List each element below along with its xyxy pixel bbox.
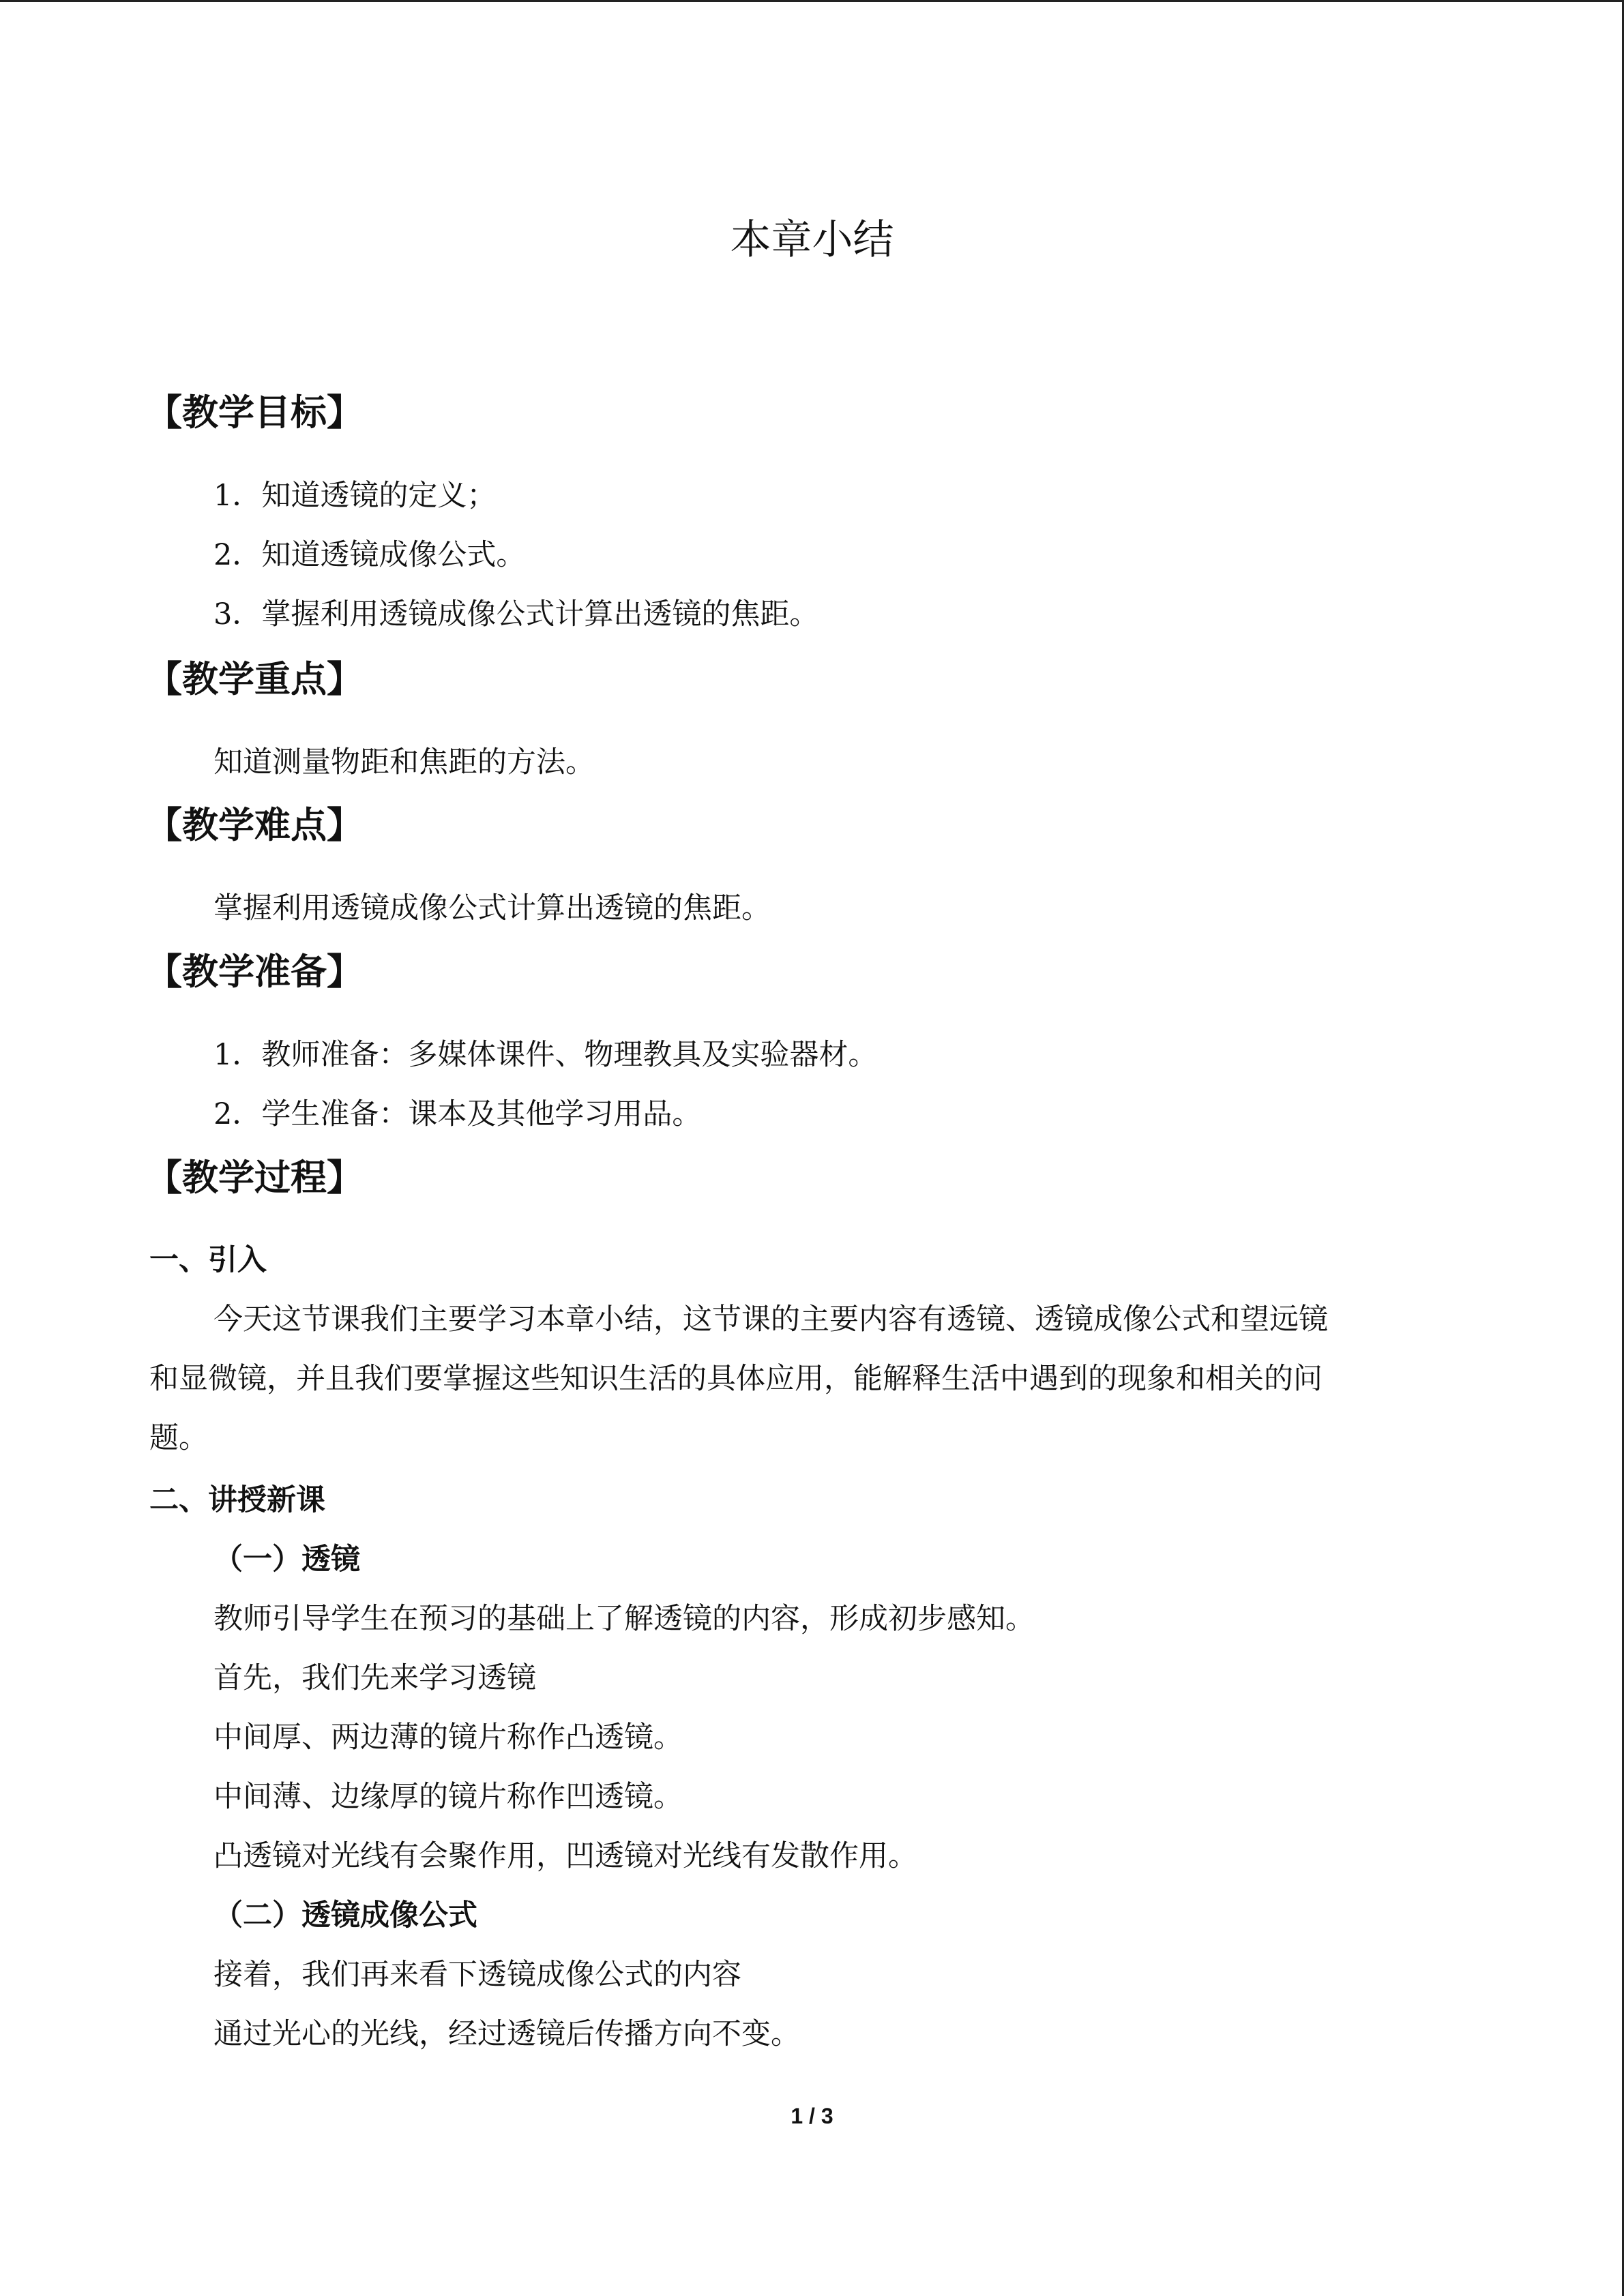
lens-line-3: 中间厚、两边薄的镜片称作凸透镜。: [213, 1720, 683, 1755]
heading-teaching-goals: 【教学目标】: [146, 392, 363, 434]
page-number: 1 / 3: [791, 2104, 833, 2128]
section-intro-label: 一、引入: [149, 1243, 267, 1277]
intro-paragraph-line-1: 今天这节课我们主要学习本章小结，这节课的主要内容有透镜、透镜成像公式和望远镜: [213, 1302, 1328, 1337]
document-title: 本章小结: [730, 216, 894, 264]
heading-preparation: 【教学准备】: [146, 951, 363, 993]
subsection-lens-title: （一）透镜: [213, 1542, 360, 1577]
heading-key-points: 【教学重点】: [146, 659, 363, 700]
lens-line-5: 凸透镜对光线有会聚作用，凹透镜对光线有发散作用。: [213, 1839, 917, 1873]
intro-paragraph-line-2: 和显微镜，并且我们要掌握这些知识生活的具体应用，能解释生活中遇到的现象和相关的问: [149, 1362, 1323, 1396]
section-new-lesson-label: 二、讲授新课: [149, 1483, 325, 1517]
goal-item-3: 3．掌握利用透镜成像公式计算出透镜的焦距。: [213, 597, 819, 631]
preparation-item-1: 1．教师准备：多媒体课件、物理教具及实验器材。: [213, 1038, 878, 1072]
lens-line-4: 中间薄、边缘厚的镜片称作凹透镜。: [213, 1780, 683, 1814]
heading-difficulties: 【教学难点】: [146, 805, 363, 846]
key-points-text: 知道测量物距和焦距的方法。: [213, 745, 595, 779]
goal-item-1: 1．知道透镜的定义；: [213, 479, 497, 513]
difficulties-text: 掌握利用透镜成像公式计算出透镜的焦距。: [213, 891, 771, 925]
preparation-item-2: 2．学生准备：课本及其他学习用品。: [213, 1097, 702, 1131]
goal-item-2: 2．知道透镜成像公式。: [213, 538, 526, 572]
lens-line-2: 首先，我们先来学习透镜: [213, 1661, 536, 1695]
formula-line-1: 接着，我们再来看下透镜成像公式的内容: [213, 1958, 741, 1992]
intro-paragraph-line-3: 题。: [149, 1421, 208, 1455]
top-border: [0, 0, 1624, 2]
formula-line-2: 通过光心的光线，经过透镜后传播方向不变。: [213, 2017, 800, 2051]
heading-process: 【教学过程】: [146, 1157, 363, 1199]
subsection-lens-formula-title: （二）透镜成像公式: [213, 1898, 477, 1933]
lens-line-1: 教师引导学生在预习的基础上了解透镜的内容，形成初步感知。: [213, 1602, 1035, 1636]
